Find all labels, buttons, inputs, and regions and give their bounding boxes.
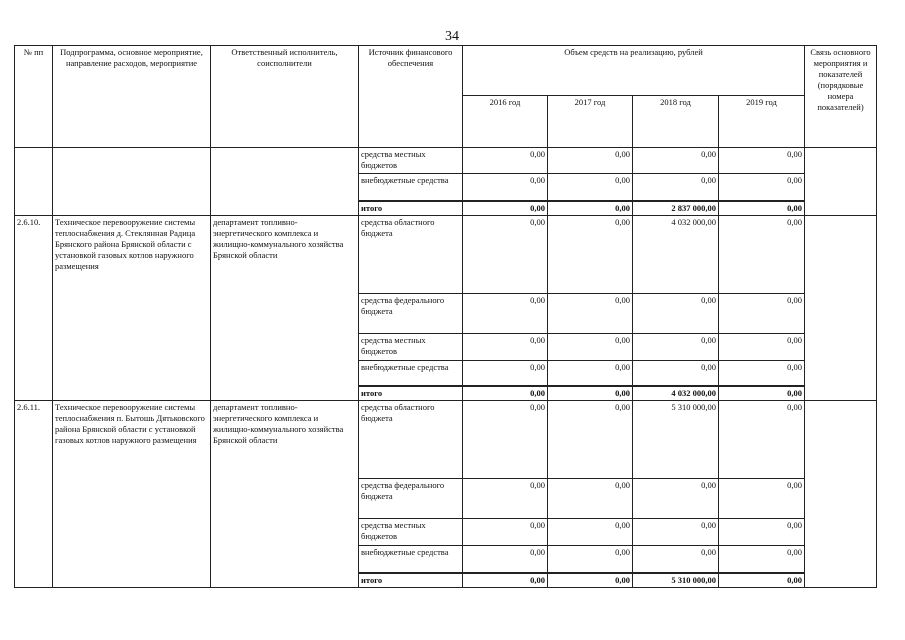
value-cell: 0,00 <box>633 293 719 333</box>
source-cell: средства областного бюджета <box>359 401 463 479</box>
value-cell: 0,00 <box>633 546 719 573</box>
value-cell: 0,00 <box>548 215 633 293</box>
value-cell: 0,00 <box>463 293 548 333</box>
value-cell: 0,00 <box>463 479 548 519</box>
value-cell: 0,00 <box>719 333 805 360</box>
table-row <box>15 215 877 293</box>
value-cell: 0,00 <box>719 148 805 174</box>
header-program: Подпрограмма, основное мероприятие, направление расходов, мероприятие <box>53 46 211 148</box>
link-cell <box>805 401 877 588</box>
executor-cell <box>211 148 359 216</box>
value-cell: 0,00 <box>548 174 633 201</box>
value-cell: 0,00 <box>719 386 805 401</box>
value-cell: 0,00 <box>633 333 719 360</box>
value-cell: 0,00 <box>548 293 633 333</box>
executor-cell: департамент топливно-энергетического комплекса и жилищно-коммунального хозяйства Брянской области <box>211 401 359 588</box>
value-cell: 0,00 <box>719 401 805 479</box>
executor-cell: департамент топливно-энергетического комплекса и жилищно-коммунального хозяйства Брянской области <box>211 215 359 401</box>
value-cell: 0,00 <box>548 360 633 386</box>
value-cell: 0,00 <box>719 546 805 573</box>
value-cell: 0,00 <box>548 201 633 216</box>
source-cell: средства местных бюджетов <box>359 519 463 546</box>
value-cell: 0,00 <box>719 519 805 546</box>
header-num: № пп <box>15 46 53 148</box>
source-cell: итого <box>359 386 463 401</box>
value-cell: 5 310 000,00 <box>633 573 719 588</box>
value-cell: 0,00 <box>548 386 633 401</box>
value-cell: 0,00 <box>463 401 548 479</box>
header-year: 2019 год <box>719 96 805 148</box>
program-cell: Техническое перевооружение системы теплоснабжения п. Бытошь Дятьковского района Брянской области с установкой газовых котлов наружного размещения <box>53 401 211 588</box>
value-cell: 0,00 <box>463 360 548 386</box>
value-cell: 0,00 <box>719 360 805 386</box>
source-cell: итого <box>359 201 463 216</box>
code-cell <box>15 148 53 216</box>
header-year: 2017 год <box>548 96 633 148</box>
value-cell: 0,00 <box>463 201 548 216</box>
value-cell: 0,00 <box>548 479 633 519</box>
code-cell: 2.6.11. <box>15 401 53 588</box>
value-cell: 0,00 <box>633 360 719 386</box>
source-cell: средства местных бюджетов <box>359 333 463 360</box>
header-executor: Ответственный исполнитель, соисполнители <box>211 46 359 148</box>
budget-table <box>14 45 877 588</box>
header-year: 2016 год <box>463 96 548 148</box>
value-cell: 0,00 <box>463 519 548 546</box>
value-cell: 0,00 <box>719 174 805 201</box>
source-cell: средства федерального бюджета <box>359 293 463 333</box>
header-source: Источник финансового обеспечения <box>359 46 463 148</box>
value-cell: 0,00 <box>633 148 719 174</box>
value-cell: 0,00 <box>548 573 633 588</box>
value-cell: 0,00 <box>719 479 805 519</box>
value-cell: 0,00 <box>463 148 548 174</box>
program-cell <box>53 148 211 216</box>
value-cell: 0,00 <box>719 201 805 216</box>
source-cell: средства федерального бюджета <box>359 479 463 519</box>
source-cell: внебюджетные средства <box>359 174 463 201</box>
value-cell: 0,00 <box>548 333 633 360</box>
source-cell: итого <box>359 573 463 588</box>
header-volume: Объем средств на реализацию, рублей <box>463 46 805 96</box>
value-cell: 0,00 <box>719 293 805 333</box>
link-cell <box>805 148 877 216</box>
value-cell: 0,00 <box>463 215 548 293</box>
value-cell: 0,00 <box>633 479 719 519</box>
value-cell: 0,00 <box>548 401 633 479</box>
value-cell: 0,00 <box>633 174 719 201</box>
value-cell: 0,00 <box>719 215 805 293</box>
program-cell: Техническое перевооружение системы теплоснабжения д. Стеклянная Радица Брянского района Брянской области с установкой газовых котлов наружного размещения <box>53 215 211 401</box>
value-cell: 5 310 000,00 <box>633 401 719 479</box>
value-cell: 0,00 <box>633 519 719 546</box>
value-cell: 0,00 <box>719 573 805 588</box>
source-cell: средства областного бюджета <box>359 215 463 293</box>
value-cell: 0,00 <box>548 148 633 174</box>
value-cell: 0,00 <box>463 546 548 573</box>
value-cell: 0,00 <box>463 386 548 401</box>
source-cell: внебюджетные средства <box>359 546 463 573</box>
value-cell: 0,00 <box>463 333 548 360</box>
value-cell: 0,00 <box>548 546 633 573</box>
table-row <box>15 401 877 479</box>
header-year: 2018 год <box>633 96 719 148</box>
value-cell: 0,00 <box>548 519 633 546</box>
table-row <box>15 148 877 174</box>
header-link: Связь основного мероприятия и показателей (порядковые номера показателей) <box>805 46 877 148</box>
value-cell: 0,00 <box>463 573 548 588</box>
source-cell: внебюджетные средства <box>359 360 463 386</box>
value-cell: 4 032 000,00 <box>633 386 719 401</box>
link-cell <box>805 215 877 401</box>
value-cell: 0,00 <box>463 174 548 201</box>
page-number: 34 <box>445 29 459 44</box>
value-cell: 4 032 000,00 <box>633 215 719 293</box>
value-cell: 2 837 000,00 <box>633 201 719 216</box>
code-cell: 2.6.10. <box>15 215 53 401</box>
source-cell: средства местных бюджетов <box>359 148 463 174</box>
